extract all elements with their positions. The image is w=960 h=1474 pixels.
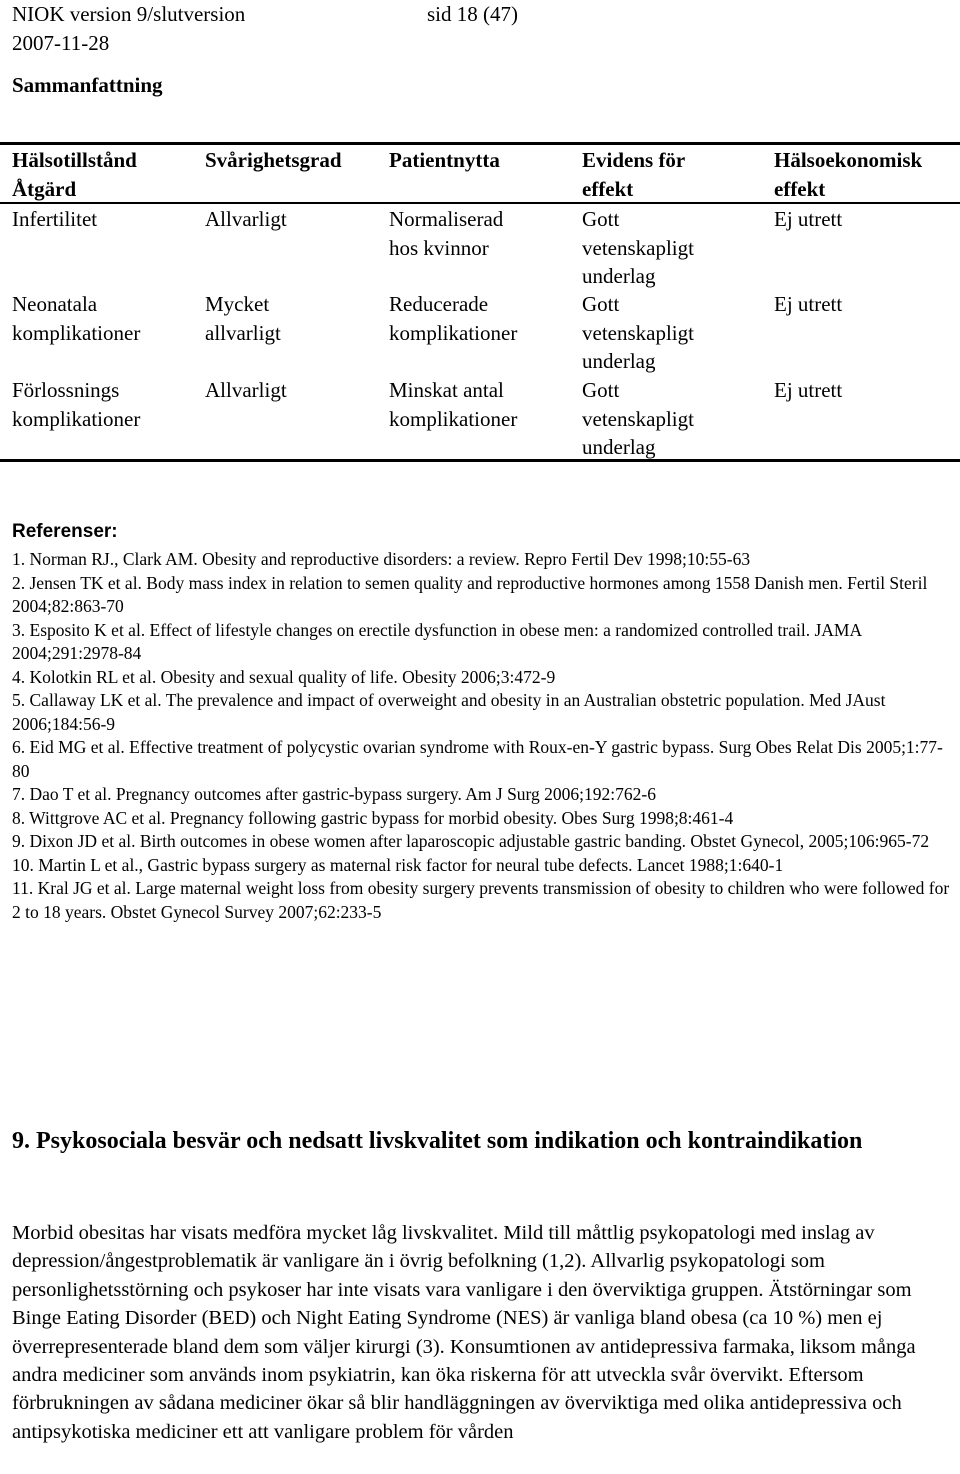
table-cell-evidence-line: underlag: [582, 435, 656, 459]
table-cell-patient-benefit-line: Normaliserad: [389, 207, 504, 231]
column-header-condition: [12, 146, 137, 203]
reference-item: 9. Dixon JD et al. Birth outcomes in obese women after laparoscopic adjustable gastric banding. Obstet Gynecol, 2005;106:965-72: [12, 831, 930, 851]
column-header-health-economics-line: Hälsoekonomisk: [774, 148, 923, 172]
table-cell-evidence: [582, 290, 694, 376]
column-header-severity-line: Svårighetsgrad: [205, 148, 342, 172]
table-cell-health-economics-line: Ej utrett: [774, 378, 843, 402]
table-top-rule: [0, 142, 960, 145]
table-cell-evidence-line: Gott: [582, 378, 620, 402]
table-cell-condition-line: komplikationer: [12, 320, 141, 345]
table-cell-evidence-line: vetenskapligt: [582, 320, 694, 345]
document-date: 2007-11-28: [12, 31, 110, 55]
table-cell-patient-benefit-line: Minskat antal: [389, 378, 504, 402]
section-body: Morbid obesitas har visats medföra mycket låg livskvalitet. Mild till måttlig psykopatologi med inslag av depression/ångestproblematik är vanligare än i övrig befolkning (1,2). Allvarlig psykopatologi som personlighetsstörning och psykoser har inte visats vara vanligare i den överviktiga gruppen. Ätstörningar som Binge Eating Disorder (BED) och Night Eating Syndrome (NES) är vanliga bland obesa (ca 10 %) men ej överrepresenterade bland dem som väljer kirurgi (3). Konsumtionen av antidepressiva farmaka, liksom många andra mediciner som används inom psykiatrin, kan öka riskerna för att utveckla svår övervikt. Eftersom förbrukningen av sådana mediciner ökar så blir handläggningen av överviktiga med olika antidepressiva och antipsykotiska mediciner ett att vanligare problem för vården: [12, 1222, 916, 1443]
table-cell-condition-line: komplikationer: [12, 406, 141, 431]
summary-heading: Sammanfattning: [12, 73, 163, 97]
reference-item: 1. Norman RJ., Clark AM. Obesity and reproductive disorders: a review. Repro Fertil Dev 1998;10:55-63: [12, 549, 751, 569]
table-cell-health-economics-line: Ej utrett: [774, 207, 843, 231]
table-cell-severity: [205, 290, 281, 347]
column-header-condition-line: Åtgärd: [12, 176, 77, 201]
table-cell-condition-line: Infertilitet: [12, 207, 98, 231]
table-cell-patient-benefit-line: Reducerade: [389, 292, 489, 316]
table-cell-health-economics: [774, 290, 842, 319]
table-cell-evidence-line: underlag: [582, 264, 656, 288]
reference-item: 7. Dao T et al. Pregnancy outcomes after gastric-bypass surgery. Am J Surg 2006;192:762-6: [12, 784, 656, 804]
table-cell-severity-line: Mycket: [205, 292, 270, 316]
table-cell-severity-line: Allvarligt: [205, 207, 287, 231]
table-cell-condition: [12, 290, 140, 347]
reference-item: 10. Martin L et al., Gastric bypass surgery as maternal risk factor for neural tube defects. Lancet 1988;1:640-1: [12, 854, 784, 875]
reference-item: 5. Callaway LK et al. The prevalence and impact of overweight and obesity in an Australian obstetric population. Med JAust 2006;184:56-9: [12, 690, 886, 734]
reference-item: 2. Jensen TK et al. Body mass index in relation to semen quality and reproductive hormones among 1558 Danish men. Fertil Steril 2004;82:863-70: [12, 572, 928, 616]
table-cell-health-economics: [774, 205, 842, 234]
reference-item: 11. Kral JG et al. Large maternal weight loss from obesity surgery prevents transmission of obesity to children who were followed for 2 to 18 years. Obstet Gynecol Survey 2007;62:233-5: [12, 878, 950, 922]
table-cell-evidence-line: Gott: [582, 292, 620, 316]
column-header-condition-line: Hälsotillstånd: [12, 148, 137, 172]
table-cell-severity-line: Allvarligt: [205, 378, 287, 402]
table-cell-patient-benefit: [389, 290, 517, 347]
column-header-health-economics: [774, 146, 922, 203]
table-bottom-rule: [0, 459, 960, 462]
table-cell-condition-line: Förlossnings: [12, 378, 120, 402]
page-number: sid 18 (47): [427, 2, 518, 26]
table-cell-severity: [205, 205, 287, 234]
table-cell-condition: [12, 205, 97, 234]
reference-item: 6. Eid MG et al. Effective treatment of polycystic ovarian syndrome with Roux-en-Y gastric bypass. Surg Obes Relat Dis 2005;1:77-80: [12, 737, 943, 781]
column-header-evidence-line: Evidens för: [582, 148, 686, 172]
table-cell-evidence-line: Gott: [582, 207, 620, 231]
table-cell-patient-benefit-line: komplikationer: [389, 406, 518, 431]
column-header-severity: [205, 146, 342, 175]
table-cell-evidence-line: underlag: [582, 349, 656, 373]
table-cell-patient-benefit: [389, 205, 503, 262]
reference-item: 4. Kolotkin RL et al. Obesity and sexual quality of life. Obesity 2006;3:472-9: [12, 666, 556, 687]
table-cell-health-economics-line: Ej utrett: [774, 292, 843, 316]
table-cell-severity: [205, 376, 287, 405]
column-header-patient-benefit: [389, 146, 500, 175]
column-header-health-economics-line: effekt: [774, 176, 826, 201]
table-cell-condition-line: Neonatala: [12, 292, 98, 316]
column-header-patient-benefit-line: Patientnytta: [389, 148, 500, 172]
table-cell-patient-benefit-line: komplikationer: [389, 320, 518, 345]
column-header-evidence-line: effekt: [582, 176, 634, 201]
table-cell-evidence-line: vetenskapligt: [582, 406, 694, 431]
table-cell-condition: [12, 376, 140, 433]
table-cell-evidence: [582, 376, 694, 462]
table-cell-evidence: [582, 205, 694, 291]
table-cell-patient-benefit: [389, 376, 517, 433]
document-title: NIOK version 9/slutversion: [12, 2, 246, 26]
column-header-evidence: [582, 146, 685, 203]
table-cell-evidence-line: vetenskapligt: [582, 235, 694, 260]
table-cell-health-economics: [774, 376, 842, 405]
references-heading: Referenser:: [12, 521, 118, 542]
references-list: [12, 548, 952, 924]
section-heading: 9. Psykosociala besvär och nedsatt livskvalitet som indikation och kontraindikation: [12, 1128, 863, 1154]
table-cell-patient-benefit-line: hos kvinnor: [389, 235, 489, 260]
reference-item: 8. Wittgrove AC et al. Pregnancy following gastric bypass for morbid obesity. Obes Surg 1998;8:461-4: [12, 807, 734, 828]
reference-item: 3. Esposito K et al. Effect of lifestyle changes on erectile dysfunction in obese men: a randomized controlled trail. JAMA 2004;291:2978-84: [12, 619, 862, 663]
table-cell-severity-line: allvarligt: [205, 320, 281, 345]
